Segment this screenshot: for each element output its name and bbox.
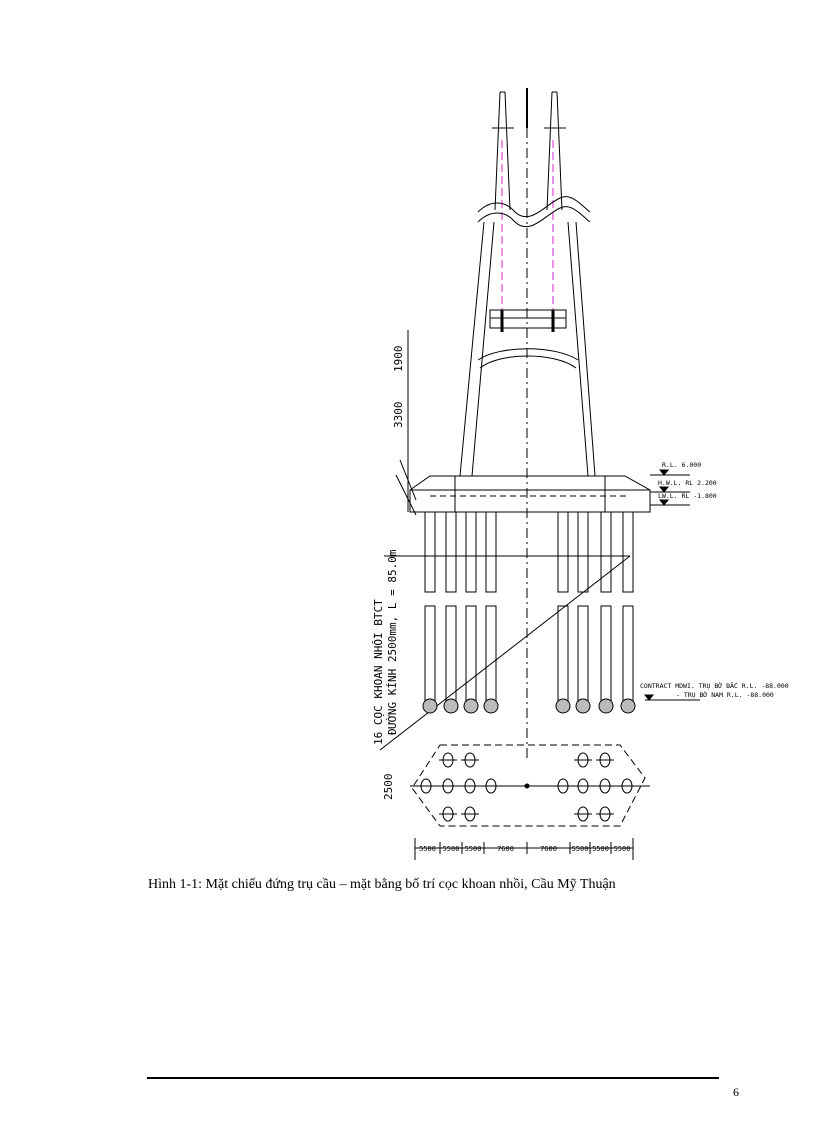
bottom-dim-6: 5500 — [592, 845, 609, 853]
pile-lower-4 — [558, 606, 568, 702]
pile-toe-1 — [444, 699, 458, 713]
pile-toe-3 — [484, 699, 498, 713]
pylon-tops — [492, 92, 566, 210]
pile-lower-1 — [446, 606, 456, 702]
pile-toe-5 — [576, 699, 590, 713]
toe-level-1: CONTRACT MDWI. TRỤ BỜ BẮC R.L. -88.000 — [640, 682, 789, 690]
pile-upper-0 — [425, 512, 435, 592]
toe-level-2: - TRỤ BỜ NAM R.L. -88.000 — [676, 691, 774, 699]
cross-beam — [478, 310, 578, 368]
pile-upper-5 — [578, 512, 588, 592]
pile-lower-2 — [466, 606, 476, 702]
level-hwl: H.W.L. RL 2.200 — [658, 479, 717, 487]
dim-1900: 1900 — [392, 345, 405, 372]
bottom-dim-5: 5500 — [571, 845, 589, 853]
bottom-dim-0: 5500 — [419, 845, 436, 853]
bottom-dim-1: 5500 — [442, 845, 460, 853]
bottom-dim-4: 7600 — [540, 845, 557, 853]
dim-2500: 2500 — [382, 773, 395, 800]
dim-3300: 3300 — [392, 401, 405, 428]
figure-caption: Hình 1-1: Mặt chiếu đứng trụ cầu – mặt bằng bố trí cọc khoan nhồi, Cầu Mỹ Thuận — [148, 877, 616, 892]
pile-lower-6 — [601, 606, 611, 702]
break-line — [478, 197, 590, 227]
bottom-dim-2: 5500 — [464, 845, 482, 853]
pile-detail-label: ĐƯỜNG KÍNH 2500mm, L = 85.0m — [386, 549, 399, 735]
footer-rule — [147, 1077, 719, 1079]
pile-lower-5 — [578, 606, 588, 702]
pile-toe-0 — [423, 699, 437, 713]
pile-upper-1 — [446, 512, 456, 592]
pile-upper-7 — [623, 512, 633, 592]
pile-upper-6 — [601, 512, 611, 592]
level-lwl: LW.L. RL -1.800 — [658, 492, 717, 500]
pile-upper-3 — [486, 512, 496, 592]
bottom-dim-3: 7600 — [497, 845, 514, 853]
pile-lower-0 — [425, 606, 435, 702]
pile-info-label: 16 CỌC KHOAN NHỒI BTCT — [372, 599, 385, 745]
pile-cap — [410, 476, 650, 512]
pile-toe-4 — [556, 699, 570, 713]
pile-toe-2 — [464, 699, 478, 713]
bottom-dim-7: 5500 — [613, 845, 631, 853]
pile-plan-view — [410, 745, 650, 826]
piles — [423, 512, 635, 713]
pile-toe-6 — [599, 699, 613, 713]
pile-upper-2 — [466, 512, 476, 592]
pile-lower-7 — [623, 606, 633, 702]
pile-toe-7 — [621, 699, 635, 713]
level-ra: R.L. 6.000 — [662, 461, 702, 469]
pile-lower-3 — [486, 606, 496, 702]
page-number: 6 — [733, 1085, 739, 1099]
left-dimension-lines — [380, 330, 630, 750]
pile-upper-4 — [558, 512, 568, 592]
